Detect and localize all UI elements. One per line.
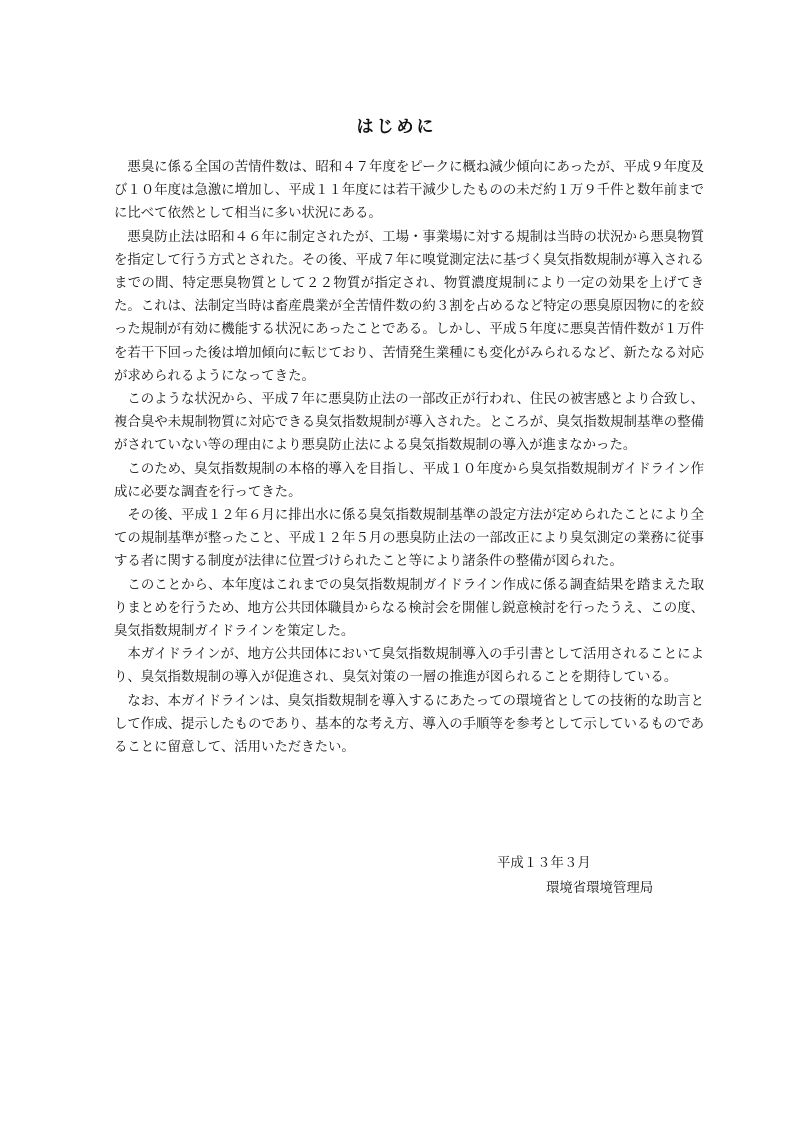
paragraph-7: 本ガイドラインが、地方公共団体において臭気指数規制導入の手引書として活用されることにより、臭気指数規制の導入が促進され、臭気対策の一層の推進が図られることを期待している。 <box>114 647 704 686</box>
signature-date: 平成１３年３月 <box>497 856 591 871</box>
paragraph-1: 悪臭に係る全国の苦情件数は、昭和４７年度をピークに概ね減少傾向にあったが、平成９年度及び１０年度は急激に増加し、平成１１年度には若干減少したものの未だ約１万９千件と数年前までに比べて依然として相当に多い状況にある。 <box>114 160 704 222</box>
page-title: はじめに <box>356 117 437 137</box>
body-text <box>114 156 704 759</box>
paragraph-2: 悪臭防止法は昭和４６年に制定されたが、工場・事業場に対する規制は当時の状況から悪臭物質を指定して行う方式とされた。その後、平成７年に嗅覚測定法に基づく臭気指数規制が導入されるまでの間、特定悪臭物質として２２物質が指定され、物質濃度規制により一定の効果を上げてきた。これは、法制定当時は畜産農業が全苦情件数の約３割を占めるなど特定の悪臭原因物に的を絞った規制が有効に機能する状況にあったことである。しかし、平成５年度に悪臭苦情件数が１万件を若干下回った後は増加傾向に転じており、苦情発生業種にも変化がみられるなど、新たなる対応が求められるようになってきた。 <box>114 229 704 384</box>
paragraph-5: その後、平成１２年６月に排出水に係る臭気指数規制基準の設定方法が定められたことにより全ての規制基準が整ったこと、平成１２年５月の悪臭防止法の一部改正により臭気測定の業務に従事する者に関する制度が法律に位置づけられたこと等により諸条件の整備が図られた。 <box>114 508 704 570</box>
paragraph-3: このような状況から、平成７年に悪臭防止法の一部改正が行われ、住民の被害感とより合致し、複合臭や未規制物質に対応できる臭気指数規制が導入された。ところが、臭気指数規制基準の整備がされていない等の理由により悪臭防止法による臭気指数規制の導入が進まなかった。 <box>114 392 704 454</box>
paragraph-8: なお、本ガイドラインは、臭気指数規制を導入するにあたっての環境省としての技術的な助言として作成、提示したものであり、基本的な考え方、導入の手順等を参考として示しているものであることに留意して、活用いただきたい。 <box>114 693 704 756</box>
paragraph-6: このことから、本年度はこれまでの臭気指数規制ガイドライン作成に係る調査結果を踏まえた取りまとめを行うため、地方公共団体職員からなる検討会を開催し鋭意検討を行ったうえ、この度、臭気指数規制ガイドラインを策定した。 <box>114 577 704 640</box>
signature-organization: 環境省環境管理局 <box>546 881 654 896</box>
paragraph-4: このため、臭気指数規制の本格的導入を目指し、平成１０年度から臭気指数規制ガイドライン作成に必要な調査を行ってきた。 <box>114 461 704 500</box>
